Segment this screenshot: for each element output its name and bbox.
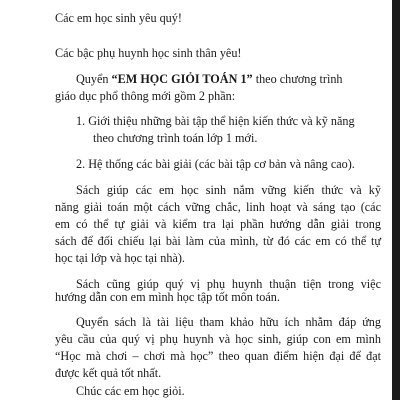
greeting-parents: Các bậc phụ huynh học sinh thân yêu! (55, 46, 242, 60)
para-help-line-3: em có thể tự giải và kiểm tra lại phần hướng dẫn giải trong (55, 217, 381, 231)
para-parents-line-2: hướng dẫn con em mình học tập tốt môn toán. (55, 290, 280, 304)
intro-text-start: Quyển (76, 72, 112, 86)
book-title: “EM HỌC GIỎI TOÁN 1” (111, 72, 253, 86)
intro-text-end: theo chương trình (252, 72, 343, 86)
para-reference-line-2: yêu cầu của quý vị phụ huynh và học sinh, giúp con em mình (55, 332, 381, 346)
page-edge-shadow (392, 0, 400, 400)
para-parents-line-1: Sách cũng giúp quý vị phụ huynh thuận tiện trong việc (76, 277, 381, 291)
closing-line: Chúc các em học giỏi. (76, 384, 185, 398)
para-reference-line-4: được kết quả tốt nhất. (55, 366, 162, 380)
intro-line-1 (76, 71, 343, 87)
para-help-line-2: năng giải toán một cách vững chắc, linh hoạt và sáng tạo (các (55, 200, 381, 214)
para-reference-line-3: “Học mà chơi – chơi mà học” theo quan điểm hiện đại để đạt (55, 349, 381, 363)
list-item-1-line-2: theo chương trình toán lớp 1 mới. (93, 131, 258, 145)
para-help-line-5: học tại lớp và học tại nhà). (55, 251, 185, 265)
list-item-2: 2. Hệ thống các bài giải (các bài tập cơ bản và nâng cao). (76, 157, 355, 171)
para-reference-line-1: Quyển sách là tài liệu tham khảo hữu ích nhằm đáp ứng (76, 315, 381, 329)
list-item-1-line-1: 1. Giới thiệu những bài tập thể hiện kiến thức và kỹ năng (76, 114, 355, 128)
para-help-line-1: Sách giúp các em học sinh nắm vững kiến thức và kỹ (76, 183, 381, 197)
greeting-students: Các em học sinh yêu quý! (55, 11, 182, 25)
para-help-line-4: sách để đối chiếu lại bài làm của mình, từ đó các em có thể tự (55, 234, 381, 248)
intro-line-2: giáo dục phổ thông mới gồm 2 phần: (55, 89, 236, 103)
